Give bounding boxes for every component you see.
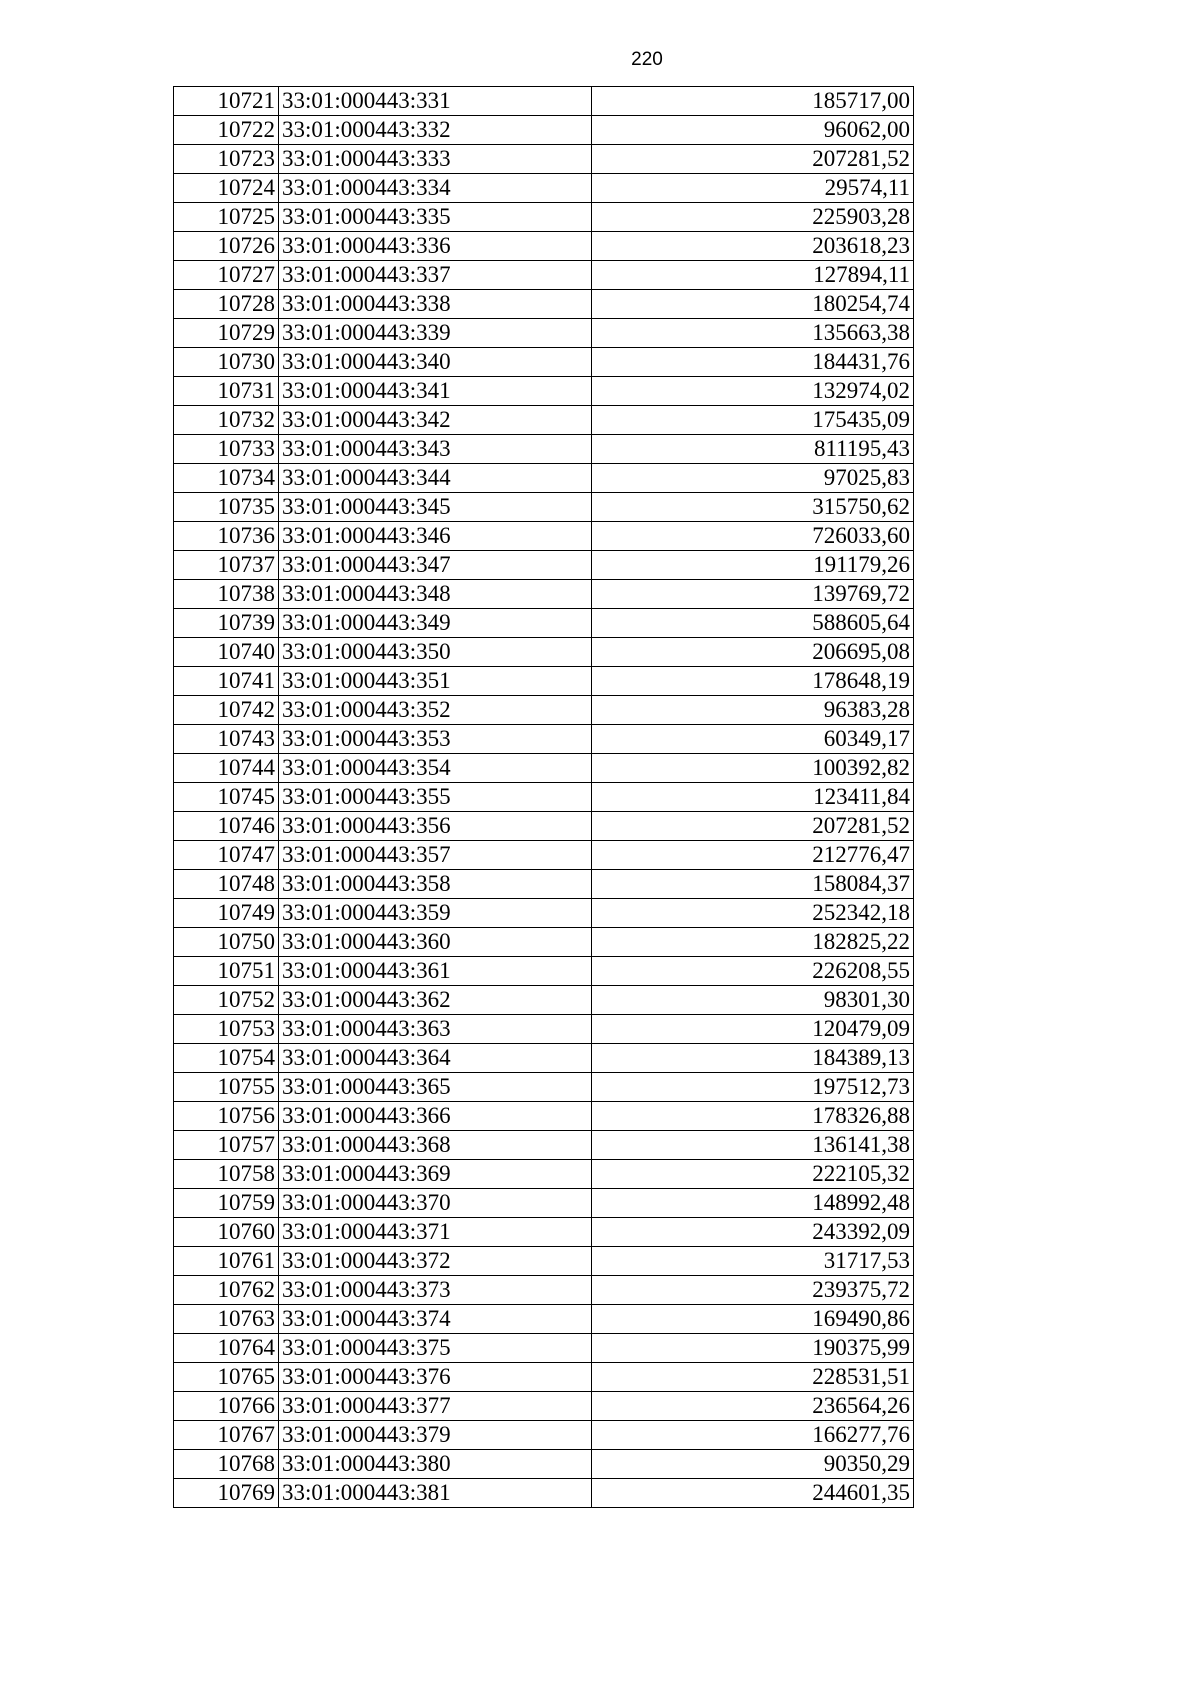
cadastral-value-cell: 243392,09 — [592, 1218, 914, 1247]
cadastral-number-cell: 33:01:000443:368 — [279, 1131, 592, 1160]
table-row — [174, 1218, 914, 1247]
table-row — [174, 203, 914, 232]
cadastral-number-cell: 33:01:000443:369 — [279, 1160, 592, 1189]
cadastral-value-cell: 132974,02 — [592, 377, 914, 406]
cadastral-number-cell: 33:01:000443:340 — [279, 348, 592, 377]
cadastral-number-cell: 33:01:000443:339 — [279, 319, 592, 348]
cadastral-value-cell: 175435,09 — [592, 406, 914, 435]
table-row — [174, 261, 914, 290]
cadastral-value-cell: 158084,37 — [592, 870, 914, 899]
row-number-cell: 10745 — [174, 783, 279, 812]
row-number-cell: 10760 — [174, 1218, 279, 1247]
cadastral-value-cell: 239375,72 — [592, 1276, 914, 1305]
table-row — [174, 232, 914, 261]
row-number-cell: 10736 — [174, 522, 279, 551]
table-row — [174, 899, 914, 928]
row-number-cell: 10767 — [174, 1421, 279, 1450]
cadastral-number-cell: 33:01:000443:349 — [279, 609, 592, 638]
row-number-cell: 10743 — [174, 725, 279, 754]
table-row — [174, 1044, 914, 1073]
row-number-cell: 10722 — [174, 116, 279, 145]
cadastral-value-cell: 180254,74 — [592, 290, 914, 319]
cadastral-number-cell: 33:01:000443:372 — [279, 1247, 592, 1276]
cadastral-number-cell: 33:01:000443:337 — [279, 261, 592, 290]
table-row — [174, 1160, 914, 1189]
row-number-cell: 10762 — [174, 1276, 279, 1305]
cadastral-value-cell: 228531,51 — [592, 1363, 914, 1392]
row-number-cell: 10734 — [174, 464, 279, 493]
table-row — [174, 87, 914, 116]
cadastral-number-cell: 33:01:000443:364 — [279, 1044, 592, 1073]
cadastral-value-cell: 29574,11 — [592, 174, 914, 203]
cadastral-number-cell: 33:01:000443:374 — [279, 1305, 592, 1334]
cadastral-number-cell: 33:01:000443:345 — [279, 493, 592, 522]
cadastral-value-cell: 178326,88 — [592, 1102, 914, 1131]
table-row — [174, 783, 914, 812]
row-number-cell: 10730 — [174, 348, 279, 377]
row-number-cell: 10765 — [174, 1363, 279, 1392]
cadastral-value-cell: 207281,52 — [592, 812, 914, 841]
cadastral-value-cell: 100392,82 — [592, 754, 914, 783]
cadastral-number-cell: 33:01:000443:342 — [279, 406, 592, 435]
cadastral-value-cell: 96383,28 — [592, 696, 914, 725]
table-row — [174, 174, 914, 203]
table-row — [174, 1073, 914, 1102]
cadastral-number-cell: 33:01:000443:377 — [279, 1392, 592, 1421]
row-number-cell: 10721 — [174, 87, 279, 116]
row-number-cell: 10761 — [174, 1247, 279, 1276]
table-row — [174, 348, 914, 377]
table-row — [174, 1102, 914, 1131]
table-row — [174, 986, 914, 1015]
table-row — [174, 290, 914, 319]
cadastral-number-cell: 33:01:000443:350 — [279, 638, 592, 667]
cadastral-number-cell: 33:01:000443:373 — [279, 1276, 592, 1305]
cadastral-number-cell: 33:01:000443:370 — [279, 1189, 592, 1218]
table-row — [174, 957, 914, 986]
row-number-cell: 10742 — [174, 696, 279, 725]
cadastral-value-cell: 127894,11 — [592, 261, 914, 290]
cadastral-number-cell: 33:01:000443:357 — [279, 841, 592, 870]
cadastral-value-cell: 96062,00 — [592, 116, 914, 145]
row-number-cell: 10750 — [174, 928, 279, 957]
row-number-cell: 10766 — [174, 1392, 279, 1421]
table-row — [174, 145, 914, 174]
row-number-cell: 10739 — [174, 609, 279, 638]
cadastral-number-cell: 33:01:000443:381 — [279, 1479, 592, 1508]
row-number-cell: 10747 — [174, 841, 279, 870]
cadastral-value-cell: 123411,84 — [592, 783, 914, 812]
cadastral-value-cell: 226208,55 — [592, 957, 914, 986]
cadastral-number-cell: 33:01:000443:376 — [279, 1363, 592, 1392]
cadastral-number-cell: 33:01:000443:352 — [279, 696, 592, 725]
table-row — [174, 435, 914, 464]
table-row — [174, 377, 914, 406]
row-number-cell: 10740 — [174, 638, 279, 667]
cadastral-value-cell: 206695,08 — [592, 638, 914, 667]
cadastral-value-cell: 244601,35 — [592, 1479, 914, 1508]
cadastral-number-cell: 33:01:000443:331 — [279, 87, 592, 116]
cadastral-number-cell: 33:01:000443:354 — [279, 754, 592, 783]
table-row — [174, 406, 914, 435]
row-number-cell: 10738 — [174, 580, 279, 609]
cadastral-value-cell: 169490,86 — [592, 1305, 914, 1334]
cadastral-value-cell: 120479,09 — [592, 1015, 914, 1044]
table-row — [174, 116, 914, 145]
row-number-cell: 10753 — [174, 1015, 279, 1044]
cadastral-number-cell: 33:01:000443:365 — [279, 1073, 592, 1102]
cadastral-number-cell: 33:01:000443:375 — [279, 1334, 592, 1363]
cadastral-number-cell: 33:01:000443:361 — [279, 957, 592, 986]
cadastral-number-cell: 33:01:000443:360 — [279, 928, 592, 957]
cadastral-value-cell: 136141,38 — [592, 1131, 914, 1160]
cadastral-value-cell: 203618,23 — [592, 232, 914, 261]
table-row — [174, 1421, 914, 1450]
row-number-cell: 10768 — [174, 1450, 279, 1479]
cadastral-value-cell: 222105,32 — [592, 1160, 914, 1189]
table-row — [174, 1189, 914, 1218]
table-row — [174, 667, 914, 696]
cadastral-number-cell: 33:01:000443:363 — [279, 1015, 592, 1044]
row-number-cell: 10725 — [174, 203, 279, 232]
row-number-cell: 10732 — [174, 406, 279, 435]
table-row — [174, 725, 914, 754]
row-number-cell: 10757 — [174, 1131, 279, 1160]
row-number-cell: 10735 — [174, 493, 279, 522]
cadastral-number-cell: 33:01:000443:351 — [279, 667, 592, 696]
cadastral-number-cell: 33:01:000443:338 — [279, 290, 592, 319]
cadastral-value-cell: 166277,76 — [592, 1421, 914, 1450]
cadastral-number-cell: 33:01:000443:359 — [279, 899, 592, 928]
row-number-cell: 10741 — [174, 667, 279, 696]
cadastral-number-cell: 33:01:000443:356 — [279, 812, 592, 841]
table-body — [174, 87, 914, 1508]
cadastral-number-cell: 33:01:000443:346 — [279, 522, 592, 551]
cadastral-value-cell: 60349,17 — [592, 725, 914, 754]
table-row — [174, 1479, 914, 1508]
cadastral-value-cell: 184431,76 — [592, 348, 914, 377]
row-number-cell: 10769 — [174, 1479, 279, 1508]
cadastral-value-cell: 212776,47 — [592, 841, 914, 870]
row-number-cell: 10726 — [174, 232, 279, 261]
cadastral-number-cell: 33:01:000443:353 — [279, 725, 592, 754]
cadastral-number-cell: 33:01:000443:335 — [279, 203, 592, 232]
cadastral-value-cell: 185717,00 — [592, 87, 914, 116]
row-number-cell: 10749 — [174, 899, 279, 928]
row-number-cell: 10755 — [174, 1073, 279, 1102]
cadastral-number-cell: 33:01:000443:332 — [279, 116, 592, 145]
cadastral-value-cell: 726033,60 — [592, 522, 914, 551]
cadastral-value-cell: 98301,30 — [592, 986, 914, 1015]
table-row — [174, 1305, 914, 1334]
table-row — [174, 464, 914, 493]
table-row — [174, 638, 914, 667]
cadastral-value-cell: 190375,99 — [592, 1334, 914, 1363]
table-row — [174, 696, 914, 725]
cadastral-value-cell: 135663,38 — [592, 319, 914, 348]
table-row — [174, 841, 914, 870]
table-row — [174, 580, 914, 609]
row-number-cell: 10733 — [174, 435, 279, 464]
row-number-cell: 10727 — [174, 261, 279, 290]
table-row — [174, 1334, 914, 1363]
row-number-cell: 10746 — [174, 812, 279, 841]
row-number-cell: 10729 — [174, 319, 279, 348]
row-number-cell: 10724 — [174, 174, 279, 203]
cadastral-value-cell: 148992,48 — [592, 1189, 914, 1218]
table-row — [174, 812, 914, 841]
row-number-cell: 10758 — [174, 1160, 279, 1189]
cadastral-value-cell: 184389,13 — [592, 1044, 914, 1073]
cadastral-value-cell: 178648,19 — [592, 667, 914, 696]
table-row — [174, 1363, 914, 1392]
row-number-cell: 10744 — [174, 754, 279, 783]
cadastral-number-cell: 33:01:000443:355 — [279, 783, 592, 812]
cadastral-number-cell: 33:01:000443:347 — [279, 551, 592, 580]
table-row — [174, 754, 914, 783]
cadastral-value-cell: 207281,52 — [592, 145, 914, 174]
row-number-cell: 10723 — [174, 145, 279, 174]
row-number-cell: 10737 — [174, 551, 279, 580]
table-row — [174, 1131, 914, 1160]
cadastral-number-cell: 33:01:000443:379 — [279, 1421, 592, 1450]
row-number-cell: 10728 — [174, 290, 279, 319]
cadastral-number-cell: 33:01:000443:334 — [279, 174, 592, 203]
table-row — [174, 493, 914, 522]
cadastral-value-cell: 252342,18 — [592, 899, 914, 928]
table-row — [174, 1015, 914, 1044]
table-row — [174, 609, 914, 638]
cadastral-value-cell: 139769,72 — [592, 580, 914, 609]
row-number-cell: 10759 — [174, 1189, 279, 1218]
cadastral-value-cell: 182825,22 — [592, 928, 914, 957]
cadastral-number-cell: 33:01:000443:366 — [279, 1102, 592, 1131]
row-number-cell: 10752 — [174, 986, 279, 1015]
row-number-cell: 10754 — [174, 1044, 279, 1073]
table-row — [174, 551, 914, 580]
cadastral-value-cell: 90350,29 — [592, 1450, 914, 1479]
table-row — [174, 1276, 914, 1305]
cadastral-number-cell: 33:01:000443:344 — [279, 464, 592, 493]
cadastral-number-cell: 33:01:000443:380 — [279, 1450, 592, 1479]
cadastral-value-cell: 588605,64 — [592, 609, 914, 638]
table-row — [174, 319, 914, 348]
cadastral-value-cell: 236564,26 — [592, 1392, 914, 1421]
cadastral-value-cell: 31717,53 — [592, 1247, 914, 1276]
row-number-cell: 10763 — [174, 1305, 279, 1334]
cadastral-value-cell: 97025,83 — [592, 464, 914, 493]
cadastral-value-cell: 197512,73 — [592, 1073, 914, 1102]
cadastral-value-cell: 811195,43 — [592, 435, 914, 464]
cadastral-value-table — [173, 86, 914, 1508]
table-row — [174, 928, 914, 957]
table-row — [174, 1247, 914, 1276]
table-row — [174, 1392, 914, 1421]
table-row — [174, 870, 914, 899]
row-number-cell: 10764 — [174, 1334, 279, 1363]
row-number-cell: 10748 — [174, 870, 279, 899]
cadastral-number-cell: 33:01:000443:362 — [279, 986, 592, 1015]
table-row — [174, 522, 914, 551]
row-number-cell: 10731 — [174, 377, 279, 406]
cadastral-number-cell: 33:01:000443:341 — [279, 377, 592, 406]
cadastral-value-cell: 225903,28 — [592, 203, 914, 232]
cadastral-number-cell: 33:01:000443:371 — [279, 1218, 592, 1247]
cadastral-value-cell: 191179,26 — [592, 551, 914, 580]
page-number: 220 — [631, 49, 663, 70]
cadastral-number-cell: 33:01:000443:336 — [279, 232, 592, 261]
cadastral-number-cell: 33:01:000443:343 — [279, 435, 592, 464]
cadastral-number-cell: 33:01:000443:358 — [279, 870, 592, 899]
row-number-cell: 10751 — [174, 957, 279, 986]
cadastral-value-cell: 315750,62 — [592, 493, 914, 522]
row-number-cell: 10756 — [174, 1102, 279, 1131]
cadastral-number-cell: 33:01:000443:348 — [279, 580, 592, 609]
cadastral-number-cell: 33:01:000443:333 — [279, 145, 592, 174]
table-row — [174, 1450, 914, 1479]
